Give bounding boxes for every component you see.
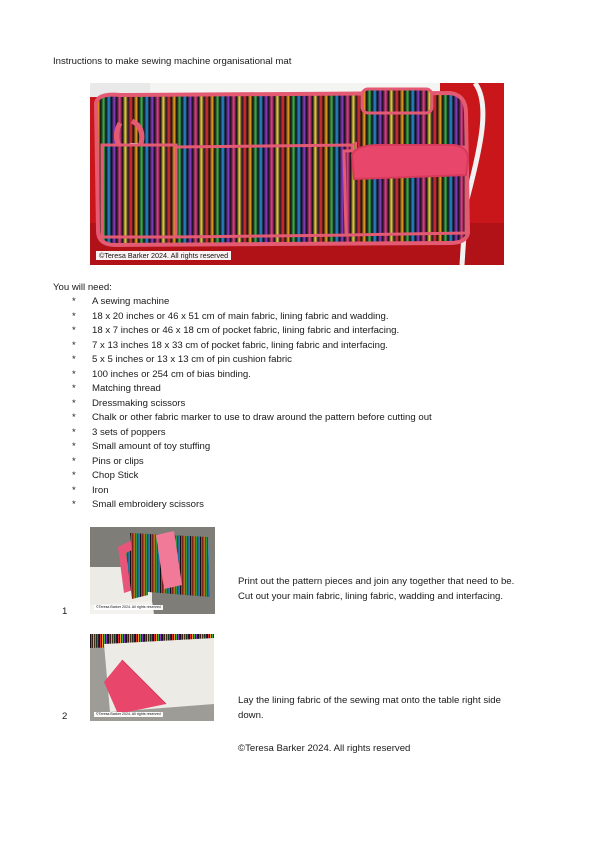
list-item bbox=[72, 397, 432, 412]
document-title: Instructions to make sewing machine organisational mat bbox=[53, 56, 292, 67]
list-item bbox=[72, 455, 432, 470]
bullet-star: * bbox=[72, 426, 76, 438]
list-item-text: 3 sets of poppers bbox=[92, 426, 166, 438]
bullet-star: * bbox=[72, 441, 76, 452]
bullet-star: * bbox=[72, 397, 76, 409]
list-item-text: Dressmaking scissors bbox=[92, 397, 186, 409]
step-1-watermark: ©Teresa Barker 2024. All rights reserved bbox=[96, 605, 161, 609]
sewing-mat-illustration bbox=[90, 83, 504, 265]
list-item bbox=[72, 368, 432, 383]
list-item bbox=[72, 484, 432, 499]
step-1-photo bbox=[90, 527, 215, 614]
you-will-need-label: You will need: bbox=[53, 282, 112, 293]
list-item-text: Chop Stick bbox=[92, 470, 139, 481]
list-item-text: 7 x 13 inches 18 x 33 cm of pocket fabric, lining fabric and interfacing. bbox=[92, 339, 388, 351]
bullet-star: * bbox=[72, 339, 76, 351]
list-item bbox=[72, 324, 432, 339]
list-item bbox=[72, 310, 432, 325]
step-1-text: Print out the pattern pieces and join any together that need to be. Cut out your main fabric, lining fabric, wadding and interfacing. bbox=[238, 576, 515, 602]
list-item bbox=[72, 295, 432, 310]
list-item bbox=[72, 339, 432, 354]
bullet-star: * bbox=[72, 354, 76, 365]
bullet-star: * bbox=[72, 296, 76, 307]
step-2-text: Lay the lining fabric of the sewing mat onto the table right side down. bbox=[238, 695, 501, 721]
list-item-text: 18 x 20 inches or 46 x 51 cm of main fabric, lining fabric and wadding. bbox=[92, 310, 389, 322]
step-2-photo bbox=[90, 634, 214, 721]
bullet-star: * bbox=[72, 310, 76, 322]
fabric-pieces-illustration bbox=[90, 527, 215, 614]
list-item bbox=[72, 440, 432, 455]
bullet-star: * bbox=[72, 484, 76, 496]
list-item-text: Matching thread bbox=[92, 383, 161, 394]
list-item bbox=[72, 469, 432, 484]
list-item bbox=[72, 498, 432, 513]
list-item-text: A sewing machine bbox=[92, 296, 170, 307]
bullet-star: * bbox=[72, 499, 76, 510]
list-item-text: Iron bbox=[92, 484, 109, 496]
list-item bbox=[72, 382, 432, 397]
lining-fabric-illustration bbox=[90, 634, 214, 721]
copyright-footer: ©Teresa Barker 2024. All rights reserved bbox=[238, 743, 411, 754]
step-2-number: 2 bbox=[62, 711, 68, 722]
step-1-number: 1 bbox=[62, 606, 68, 617]
list-item-text: Pins or clips bbox=[92, 455, 144, 467]
bullet-star: * bbox=[72, 368, 76, 380]
hero-photo bbox=[90, 83, 504, 265]
list-item-text: 18 x 7 inches or 46 x 18 cm of pocket fabric, lining fabric and interfacing. bbox=[92, 325, 400, 336]
list-item-text: 5 x 5 inches or 13 x 13 cm of pin cushion fabric bbox=[92, 354, 292, 365]
bullet-star: * bbox=[72, 455, 76, 467]
bullet-star: * bbox=[72, 383, 76, 394]
step-2-watermark: ©Teresa Barker 2024. All rights reserved bbox=[96, 712, 161, 716]
list-item-text: Small embroidery scissors bbox=[92, 499, 204, 510]
list-item bbox=[72, 353, 432, 368]
hero-watermark: ©Teresa Barker 2024. All rights reserved bbox=[96, 251, 231, 260]
materials-list bbox=[72, 295, 432, 513]
list-item-text: Chalk or other fabric marker to use to draw around the pattern before cutting out bbox=[92, 412, 432, 423]
list-item-text: Small amount of toy stuffing bbox=[92, 441, 211, 452]
bullet-star: * bbox=[72, 470, 76, 481]
list-item bbox=[72, 411, 432, 426]
bullet-star: * bbox=[72, 325, 76, 336]
list-item-text: 100 inches or 254 cm of bias binding. bbox=[92, 368, 251, 380]
bullet-star: * bbox=[72, 412, 76, 423]
list-item bbox=[72, 426, 432, 441]
